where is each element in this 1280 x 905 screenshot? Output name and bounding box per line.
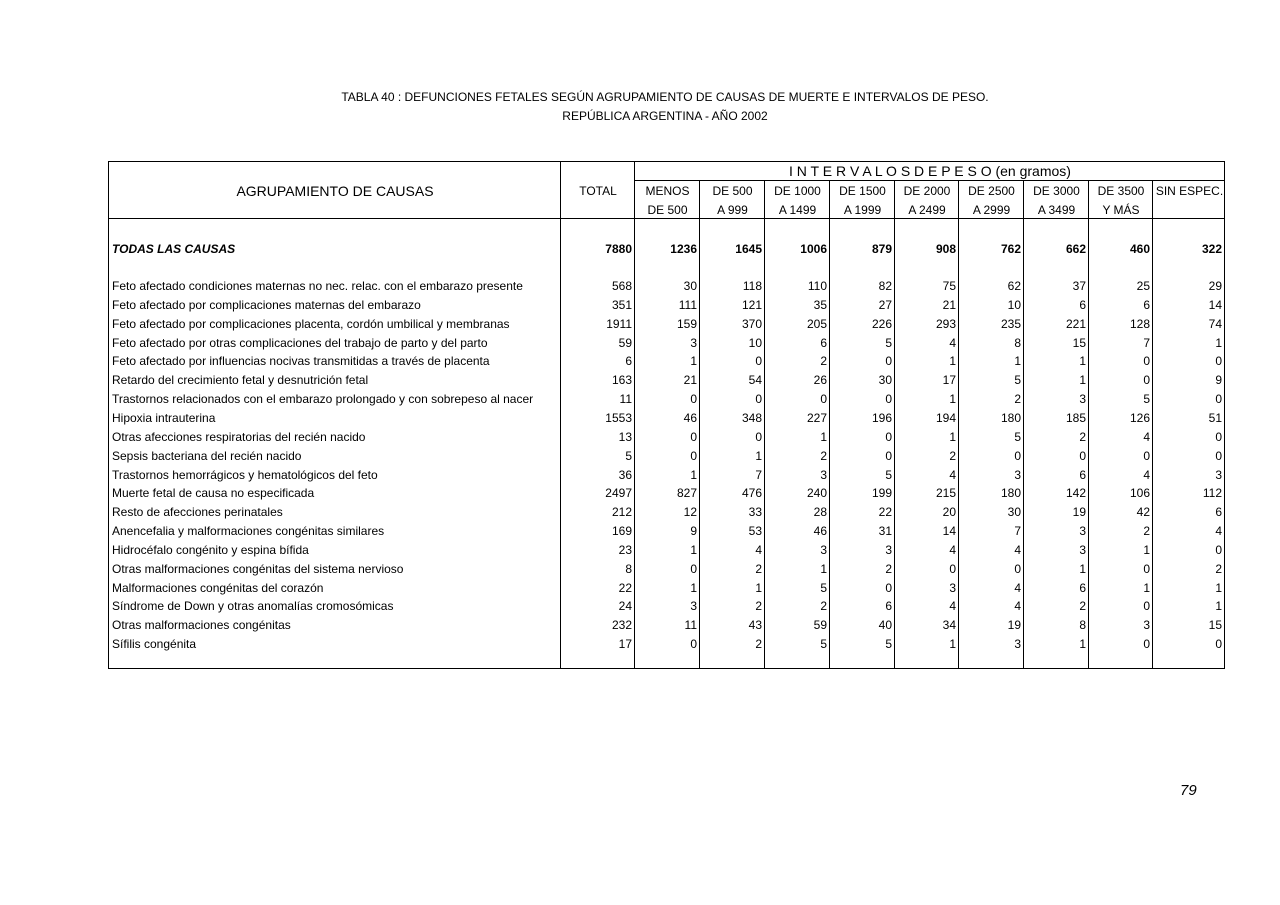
table-row-value: 27 (878, 298, 892, 312)
totals-row-value: 460 (1129, 242, 1150, 256)
table-row-value: 5 (885, 336, 892, 350)
table-row-value: 194 (935, 411, 956, 425)
table-row-value: 0 (755, 392, 762, 406)
totals-row-value: 662 (1065, 242, 1086, 256)
table-row-value: 0 (1143, 449, 1150, 463)
table-row-value: 8 (1079, 618, 1086, 632)
table-row-label: Anencefalia y malformaciones congénitas similares (112, 524, 385, 538)
table-row-value: 6 (1143, 298, 1150, 312)
table-row-value: 11 (619, 392, 632, 406)
table-row-value: 9 (690, 524, 697, 538)
table-row-value: 1 (1143, 581, 1150, 595)
totals-row-value: 7880 (605, 242, 632, 256)
table-row-value: 1553 (605, 411, 632, 425)
totals-row-value: 1236 (670, 242, 697, 256)
table-row-value: 215 (935, 486, 956, 500)
header-interval-line2: Y MÁS (1102, 203, 1140, 217)
table-row-value: 40 (878, 618, 892, 632)
table-row-value: 6 (1079, 468, 1086, 482)
table-row-value: 5 (625, 449, 632, 463)
table-row-value: 2 (755, 562, 762, 576)
table-row-value: 37 (1072, 279, 1086, 293)
table-row-value: 59 (618, 336, 632, 350)
table-row-value: 1 (1215, 336, 1222, 350)
table-row-value: 1 (949, 392, 956, 406)
table-row-value: 4 (949, 599, 956, 613)
table-row-label: Resto de afecciones perinatales (112, 505, 283, 519)
table-row-value: 26 (813, 373, 827, 387)
header-bottom-rule (109, 218, 1224, 219)
table-row-value: 3 (1079, 392, 1086, 406)
table-row-value: 1 (1215, 581, 1222, 595)
table-row-value: 0 (820, 392, 827, 406)
table-row-value: 0 (755, 430, 762, 444)
table-row-value: 3 (1079, 543, 1086, 557)
table-row-value: 46 (683, 411, 697, 425)
intervals-underline (634, 180, 1225, 181)
table-row-value: 2 (1143, 524, 1150, 538)
table-row-value: 2 (1079, 430, 1086, 444)
table-row-value: 4 (949, 543, 956, 557)
table-row-label: Sífilis congénita (112, 637, 197, 651)
data-table (108, 161, 1225, 669)
table-row-value: 827 (676, 486, 697, 500)
table-row-value: 8 (1014, 336, 1021, 350)
table-row-value: 1 (755, 449, 762, 463)
totals-row-value: 1645 (735, 242, 762, 256)
totals-row-value: 879 (871, 242, 892, 256)
table-row-value: 6 (1079, 298, 1086, 312)
table-row-value: 30 (683, 279, 697, 293)
table-row-value: 3 (820, 468, 827, 482)
table-row-label: Feto afectado por complicaciones placenta, cordón umbilical y membranas (112, 317, 510, 331)
table-row-value: 1 (820, 430, 827, 444)
table-row-value: 1 (1079, 562, 1086, 576)
table-row-value: 13 (618, 430, 632, 444)
table-title: TABLA 40 : DEFUNCIONES FETALES SEGÚN AGRUPAMIENTO DE CAUSAS DE MUERTE E INTERVALOS DE PESO. (341, 90, 989, 104)
table-row-label: Feto afectado por complicaciones maternas del embarazo (112, 298, 421, 312)
table-row-value: 0 (885, 581, 892, 595)
table-row-value: 6 (820, 336, 827, 350)
table-row-value: 180 (1000, 486, 1021, 500)
table-row-value: 5 (885, 468, 892, 482)
table-row-value: 17 (942, 373, 956, 387)
table-row-value: 36 (618, 468, 632, 482)
table-row-value: 43 (748, 618, 762, 632)
header-interval-line2: A 2499 (908, 203, 946, 217)
header-causes: AGRUPAMIENTO DE CAUSAS (236, 183, 434, 199)
table-row-value: 7 (1143, 336, 1150, 350)
table-row-value: 1 (690, 543, 697, 557)
table-row-value: 6 (885, 599, 892, 613)
table-row-value: 0 (1014, 562, 1021, 576)
table-row-value: 5 (820, 581, 827, 595)
table-row-value: 226 (871, 317, 892, 331)
table-row-value: 4 (1143, 468, 1150, 482)
table-row-value: 112 (1202, 486, 1222, 500)
table-row-value: 62 (1007, 279, 1021, 293)
table-row-value: 118 (742, 279, 762, 293)
table-row-value: 3 (1014, 637, 1021, 651)
table-row-value: 0 (755, 354, 762, 368)
table-row-value: 2 (1014, 392, 1021, 406)
header-interval-line1: SIN ESPEC. (1155, 184, 1224, 198)
table-row-value: 35 (813, 298, 827, 312)
totals-row-value: 322 (1201, 242, 1222, 256)
table-row-value: 0 (1215, 449, 1222, 463)
table-row-value: 5 (820, 637, 827, 651)
table-row-label: Otras afecciones respiratorias del recién nacido (112, 430, 366, 444)
table-row-value: 31 (878, 524, 892, 538)
header-interval-line1: DE 1000 (774, 184, 821, 198)
totals-row-value: 762 (1000, 242, 1021, 256)
header-interval-line2: A 1499 (778, 203, 817, 217)
table-row-value: 0 (690, 430, 697, 444)
table-row-value: 0 (885, 449, 892, 463)
header-total: TOTAL (579, 184, 617, 198)
table-row-value: 9 (1215, 373, 1222, 387)
table-row-value: 0 (1079, 449, 1086, 463)
table-row-value: 2 (1079, 599, 1086, 613)
table-row-value: 3 (1215, 468, 1222, 482)
table-row-value: 0 (1014, 449, 1021, 463)
table-subtitle: REPÚBLICA ARGENTINA - AÑO 2002 (562, 109, 768, 123)
table-row-value: 126 (1129, 411, 1150, 425)
table-row-value: 3 (1014, 468, 1021, 482)
table-row-value: 1 (690, 468, 697, 482)
table-row-value: 3 (820, 543, 827, 557)
table-row-value: 205 (806, 317, 827, 331)
header-interval-line2: A 3499 (1037, 203, 1076, 217)
table-row-value: 10 (748, 336, 762, 350)
table-row-value: 6 (1079, 581, 1086, 595)
table-row-value: 51 (1208, 411, 1222, 425)
table-row-value: 1 (1079, 637, 1086, 651)
table-row-value: 4 (1143, 430, 1150, 444)
table-row-value: 293 (935, 317, 956, 331)
table-row-value: 348 (741, 411, 762, 425)
header-interval-line1: DE 500 (712, 184, 753, 198)
table-row-value: 4 (949, 336, 956, 350)
table-row-value: 0 (690, 637, 697, 651)
table-row-value: 0 (1215, 637, 1222, 651)
table-row-value: 476 (741, 486, 762, 500)
table-row-value: 0 (690, 449, 697, 463)
table-row-value: 0 (949, 562, 956, 576)
table-row-value: 0 (1215, 430, 1222, 444)
table-row-value: 19 (1007, 618, 1021, 632)
table-row-value: 1911 (606, 317, 632, 331)
table-row-value: 14 (1208, 298, 1222, 312)
table-row-value: 3 (690, 599, 697, 613)
table-row-value: 4 (1014, 581, 1021, 595)
table-row-value: 196 (871, 411, 892, 425)
table-row-value: 54 (748, 373, 762, 387)
table-row-value: 8 (625, 562, 632, 576)
table-row-value: 0 (1143, 373, 1150, 387)
table-row-value: 0 (1215, 354, 1222, 368)
table-row-label: Otras malformaciones congénitas (112, 618, 291, 632)
table-row-value: 20 (942, 505, 956, 519)
table-row-value: 14 (942, 524, 956, 538)
table-row-value: 235 (1000, 317, 1021, 331)
table-row-value: 23 (618, 543, 632, 557)
table-row-value: 106 (1129, 486, 1150, 500)
table-row-value: 42 (1136, 505, 1150, 519)
table-row-value: 3 (690, 336, 697, 350)
table-row-value: 240 (806, 486, 827, 500)
header-interval-line2: A 999 (717, 203, 748, 217)
table-row-value: 1 (1215, 599, 1222, 613)
table-row-value: 17 (618, 637, 632, 651)
table-row-value: 142 (1065, 486, 1086, 500)
table-row-value: 22 (878, 505, 892, 519)
table-row-value: 28 (813, 505, 827, 519)
table-row-value: 15 (1072, 336, 1086, 350)
table-row-value: 3 (949, 581, 956, 595)
table-row-value: 34 (942, 618, 956, 632)
table-row-value: 2 (820, 449, 827, 463)
table-row-value: 4 (755, 543, 762, 557)
table-row-value: 0 (1215, 543, 1222, 557)
header-interval-line1: DE 2000 (903, 184, 951, 198)
table-row-value: 180 (1000, 411, 1021, 425)
table-row-value: 74 (1208, 317, 1222, 331)
table-row-value: 29 (1208, 279, 1222, 293)
table-row-value: 2 (949, 449, 956, 463)
table-row-value: 159 (676, 317, 697, 331)
table-row-label: Retardo del crecimiento fetal y desnutrición fetal (112, 373, 369, 387)
table-row-value: 1 (1014, 354, 1021, 368)
table-row-value: 199 (871, 486, 892, 500)
table-row-value: 19 (1072, 505, 1086, 519)
table-row-label: Síndrome de Down y otras anomalías cromosómicas (112, 599, 394, 613)
table-row-value: 110 (807, 279, 827, 293)
table-row-label: Hipoxia intrauterina (112, 411, 216, 425)
header-intervals-title: I N T E R V A L O S D E P E S O (en gramos) (789, 163, 1071, 179)
table-row-value: 221 (1065, 317, 1086, 331)
table-row-value: 2 (755, 637, 762, 651)
table-row-value: 22 (618, 581, 632, 595)
table-row-value: 0 (885, 430, 892, 444)
table-row-value: 3 (1079, 524, 1086, 538)
table-row-value: 3 (1143, 618, 1150, 632)
table-row-value: 0 (1143, 354, 1150, 368)
table-row-value: 0 (885, 354, 892, 368)
table-row-value: 25 (1136, 279, 1150, 293)
table-row-value: 75 (942, 279, 956, 293)
table-row-label: Muerte fetal de causa no especificada (112, 486, 315, 500)
table-row-value: 30 (878, 373, 892, 387)
table-row-value: 185 (1065, 411, 1086, 425)
table-row-value: 111 (678, 298, 697, 312)
table-row-value: 0 (1143, 599, 1150, 613)
table-row-value: 5 (1014, 373, 1021, 387)
table-row-value: 3 (885, 543, 892, 557)
table-row-value: 46 (813, 524, 827, 538)
table-row-value: 1 (949, 354, 956, 368)
table-row-value: 1 (1079, 354, 1086, 368)
header-interval-line1: DE 2500 (968, 184, 1015, 198)
page-number: 79 (1180, 782, 1197, 799)
table-row-value: 212 (611, 505, 632, 519)
table-row-value: 30 (1007, 505, 1021, 519)
table-row-label: Malformaciones congénitas del corazón (112, 581, 324, 595)
header-interval-line1: DE 1500 (839, 184, 886, 198)
table-row-value: 11 (684, 618, 697, 632)
table-row-value: 4 (949, 468, 956, 482)
table-row-value: 351 (611, 298, 632, 312)
table-row-value: 121 (741, 298, 762, 312)
table-row-value: 4 (1014, 599, 1021, 613)
table-row-value: 0 (1143, 637, 1150, 651)
table-row-value: 6 (625, 354, 632, 368)
table-row-value: 2 (820, 599, 827, 613)
table-row-value: 5 (1014, 430, 1021, 444)
table-row-value: 1 (949, 637, 956, 651)
totals-row-label: TODAS LAS CAUSAS (112, 242, 236, 256)
table-row-value: 1 (949, 430, 956, 444)
table-row-value: 163 (611, 373, 632, 387)
table-row-label: Trastornos hemorrágicos y hematológicos del feto (112, 468, 378, 482)
table-row-value: 2 (820, 354, 827, 368)
table-row-value: 82 (878, 279, 892, 293)
header-interval-line1: MENOS (645, 184, 690, 198)
header-interval-line2: DE 500 (647, 203, 688, 217)
totals-row-value: 1006 (800, 242, 827, 256)
table-row-value: 0 (1143, 562, 1150, 576)
table-row-value: 33 (748, 505, 762, 519)
table-row-value: 1 (1079, 373, 1086, 387)
table-row-value: 24 (618, 599, 632, 613)
table-row-value: 15 (1208, 618, 1222, 632)
table-row-value: 1 (690, 581, 697, 595)
header-interval-line1: DE 3000 (1033, 184, 1080, 198)
table-row-value: 169 (611, 524, 632, 538)
table-row-value: 6 (1215, 505, 1222, 519)
totals-row-value: 908 (935, 242, 956, 256)
table-row-label: Feto afectado condiciones maternas no nec. relac. con el embarazo presente (112, 279, 523, 293)
table-row-value: 568 (611, 279, 632, 293)
table-row-value: 2 (885, 562, 892, 576)
table-row-value: 2497 (605, 486, 632, 500)
table-row-value: 128 (1129, 317, 1150, 331)
table-row-label: Trastornos relacionados con el embarazo prolongado y con sobrepeso al nacer (112, 392, 534, 406)
table-row-value: 4 (1215, 524, 1222, 538)
table-row-value: 1 (755, 581, 762, 595)
table-row-value: 370 (741, 317, 762, 331)
table-row-value: 2 (1215, 562, 1222, 576)
table-row-value: 0 (690, 562, 697, 576)
header-interval-line2: A 1999 (843, 203, 882, 217)
table-row-value: 0 (690, 392, 697, 406)
table-row-label: Feto afectado por influencias nocivas transmitidas a través de placenta (112, 354, 490, 368)
table-row-value: 53 (748, 524, 762, 538)
table-row-value: 21 (683, 373, 697, 387)
table-row-label: Feto afectado por otras complicaciones del trabajo de parto y del parto (112, 336, 488, 350)
table-row-value: 59 (813, 618, 827, 632)
table-row-value: 4 (1014, 543, 1021, 557)
table-row-value: 21 (942, 298, 956, 312)
table-row-value: 12 (683, 505, 697, 519)
table-row-label: Hidrocéfalo congénito y espina bífida (112, 543, 309, 557)
table-row-label: Sepsis bacteriana del recién nacido (112, 449, 302, 463)
table-row-value: 227 (806, 411, 827, 425)
header-interval-line2: A 2999 (972, 203, 1011, 217)
table-row-value: 5 (885, 637, 892, 651)
table-row-value: 0 (1215, 392, 1222, 406)
table-row-value: 232 (611, 618, 632, 632)
table-row-value: 1 (1143, 543, 1150, 557)
table-row-value: 2 (755, 599, 762, 613)
header-interval-line1: DE 3500 (1097, 184, 1145, 198)
table-row-value: 7 (755, 468, 762, 482)
table-row-value: 10 (1007, 298, 1021, 312)
table-row-value: 1 (820, 562, 827, 576)
table-row-value: 1 (690, 354, 697, 368)
table-row-value: 0 (885, 392, 892, 406)
table-row-label: Otras malformaciones congénitas del sistema nervioso (112, 562, 404, 576)
table-row-value: 5 (1143, 392, 1150, 406)
table-row-value: 7 (1014, 524, 1021, 538)
